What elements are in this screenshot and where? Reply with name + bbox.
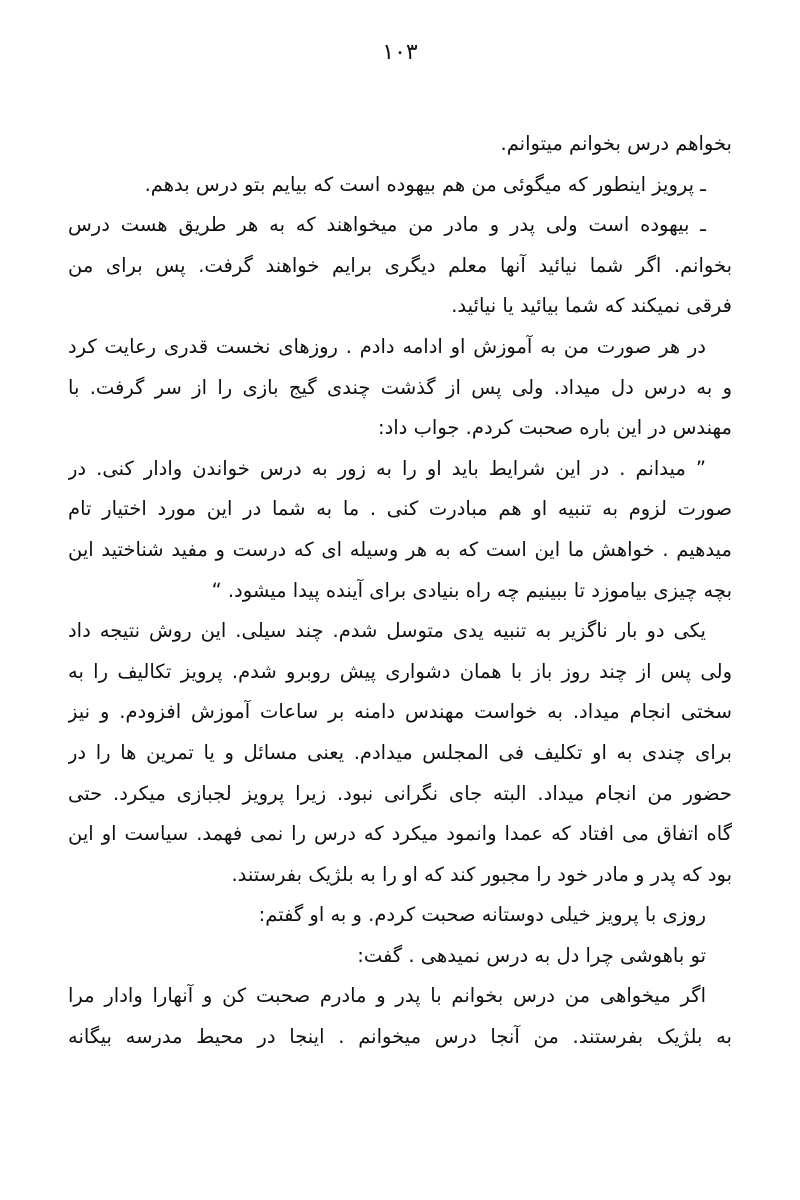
text-line: ـ بیهوده است ولی پدر و مادر من میخواهند که به هر طریق هست درس bbox=[68, 213, 706, 237]
text-line: ـ پرویز اینطور که میگوئی من هم بیهوده است که بیایم بتو درس بدهم. bbox=[144, 172, 706, 196]
page-number: ۱۰۳ bbox=[382, 40, 418, 65]
text-line: ” میدانم . در این شرایط باید او را به زور به درس خواندن وادار کنی. در bbox=[68, 456, 706, 480]
body-text bbox=[68, 124, 732, 1058]
text-line: سختی انجام میداد. به خواست مهندس دامنه بر ساعات آموزش افزودم. و نیز bbox=[68, 700, 732, 724]
text-line: در هر صورت من به آموزش او ادامه دادم . روزهای نخست قدری رعایت کرد bbox=[68, 334, 706, 358]
text-line: گاه اتفاق می افتاد که عمدا وانمود میکرد که درس را نمی فهمد. سیاست او این bbox=[68, 822, 732, 846]
text-line: و به درس دل میداد. ولی پس از گذشت چندی گیج بازی را از سر گرفت. با bbox=[68, 375, 732, 399]
text-line: حضور من انجام میداد. البته جای نگرانی نبود. زیرا پرویز لجبازی میکرد. حتی bbox=[68, 781, 732, 805]
text-line: بود که پدر و مادر خود را مجبور کند که او را به بلژیک بفرستند. bbox=[231, 862, 732, 886]
text-line: روزی با پرویز خیلی دوستانه صحبت کردم. و به او گفتم: bbox=[258, 903, 706, 927]
text-line: به بلژیک بفرستند. من آنجا درس میخوانم . اینجا در محیط مدرسه بیگانه bbox=[68, 1025, 732, 1049]
text-line: برای چندی به او تکلیف فی المجلس میدادم. یعنی مسائل و یا تمرین ها را در bbox=[68, 740, 732, 764]
text-line: میدهیم . خواهش ما این است که به هر وسیله ای که درست و مفید شناختید این bbox=[68, 537, 732, 561]
text-line: فرقی نمیکند که شما بیائید یا نیائید. bbox=[451, 294, 732, 318]
text-line: اگر میخواهی من درس بخوانم با پدر و مادرم صحبت کن و آنهارا وادار مرا bbox=[68, 984, 706, 1008]
text-line: بچه چیزی بیاموزد تا ببینیم چه راه بنیادی برای آینده پیدا میشود. “ bbox=[211, 578, 732, 602]
text-line: یکی دو بار ناگزیر به تنبیه یدی متوسل شدم. چند سیلی. این روش نتیجه داد bbox=[68, 619, 706, 643]
text-line: مهندس در این باره صحبت کردم. جواب داد: bbox=[378, 416, 732, 440]
text-line: بخوانم. اگر شما نیائید آنها معلم دیگری برایم خواهند گرفت. پس برای من bbox=[68, 253, 732, 277]
text-line: صورت لزوم به تنبیه او هم مبادرت کنی . ما به شما در این مورد اختیار تام bbox=[68, 497, 732, 521]
text-line: ولی پس از چند روز باز با همان دشواری پیش روبرو شدم. پرویز تکالیف را به bbox=[68, 659, 732, 683]
text-line: بخواهم درس بخوانم میتوانم. bbox=[500, 132, 732, 155]
text-line: تو باهوشی چرا دل به درس نمیدهی . گفت: bbox=[357, 943, 706, 967]
